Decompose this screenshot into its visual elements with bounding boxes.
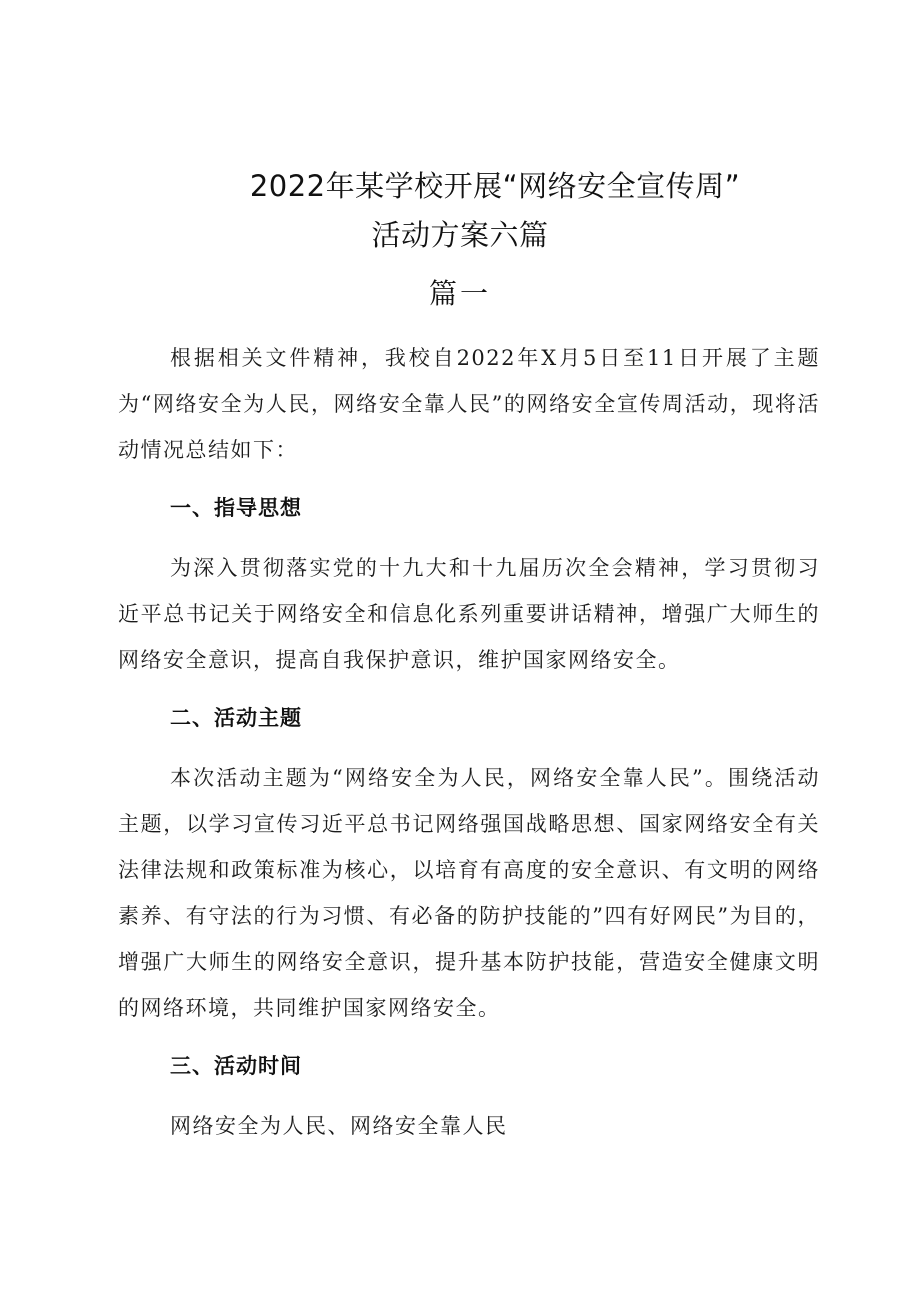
section-heading-activity-time: 三、活动时间: [170, 1054, 302, 1078]
document-subtitle: 篇一: [428, 277, 491, 310]
section-paragraph-guiding-ideology: 为深入贯彻落实党的十九大和十九届历次全会精神，学习贯彻习近平总书记关于网络安全和信息化系列重要讲话精神，增强广大师生的网络安全意识，提高自我保护意识，维护国家网络安全。: [118, 556, 820, 672]
section-paragraph-activity-theme: 本次活动主题为“网络安全为人民，网络安全靠人民”。围绕活动主题，以学习宣传习近平总书记网络强国战略思想、国家网络安全有关法律法规和政策标准为核心，以培育有高度的安全意识、有文明的网络素养、有守法的行为习惯、有必备的防护技能的”四有好网民”为目的，增强广大师生的网络安全意识，提升基本防护技能，营造安全健康文明的网络环境，共同维护国家网络安全。: [118, 766, 820, 1020]
section-paragraph-activity-time: 网络安全为人民、网络安全靠人民: [170, 1114, 508, 1138]
section-heading-activity-theme: 二、活动主题: [170, 706, 302, 730]
document-title-line-1: 2022年某学校开展“网络安全宣传周”: [249, 169, 741, 203]
intro-paragraph: 根据相关文件精神，我校自2022年X月5日至11日开展了主题为“网络安全为人民，网络安全靠人民”的网络安全宣传周活动，现将活动情况总结如下：: [118, 346, 820, 462]
document-title-line-2: 活动方案六篇: [371, 218, 549, 252]
section-heading-guiding-ideology: 一、指导思想: [170, 496, 302, 520]
